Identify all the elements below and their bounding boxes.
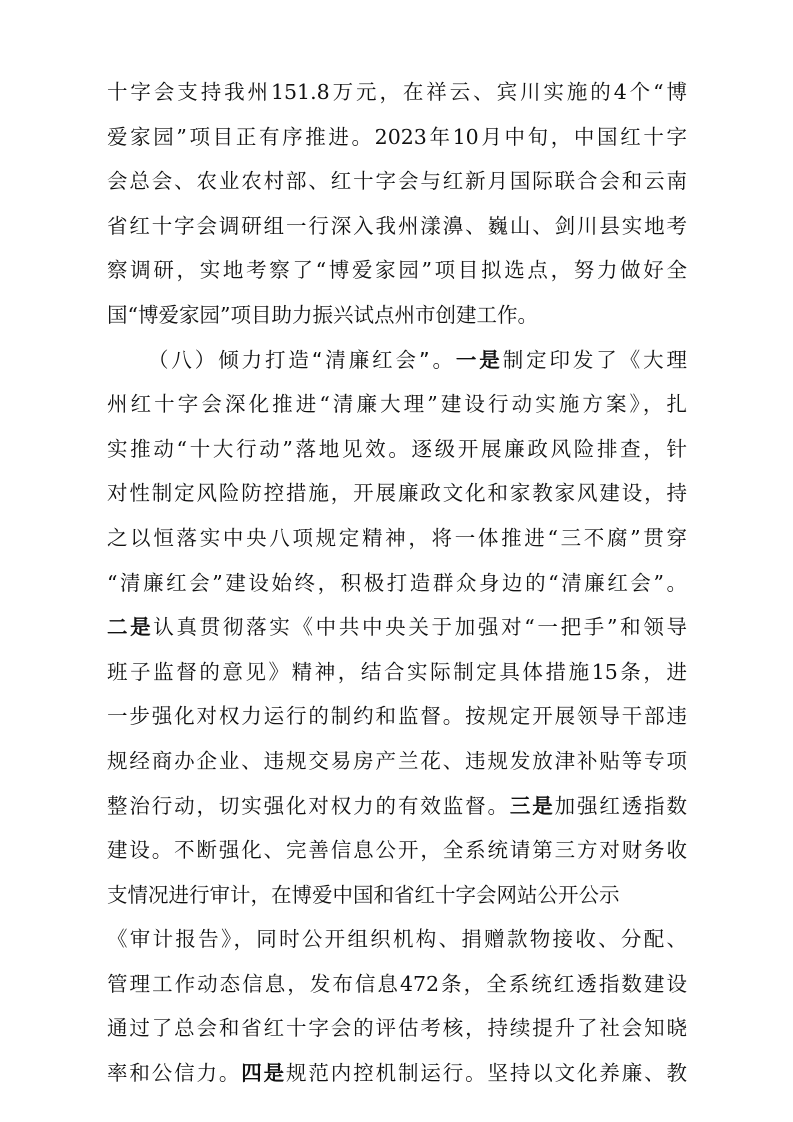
text-span: 加强红透指数 [554,793,688,818]
text-line: 察调研，实地考察了“博爱家园”项目拟选点，努力做好全 [107,258,687,283]
section-heading: （八）倾力打造“清廉红会”。 [148,347,456,372]
text-line: 实推动“十大行动”落地见效。逐级开展廉政风险排查，针 [107,436,687,461]
text-line: 支情况进行审计，在博爱中国和省红十字会网站公开公示 [107,882,620,907]
text-line: 十字会支持我州151.8万元，在祥云、宾川实施的4个“博 [107,80,687,104]
bold-marker: 二是 [107,615,154,640]
text-line: 对性制定风险防控措施，开展廉政文化和家教家风建设，持 [107,481,687,506]
paragraph-qing-lian-hong-hui [107,338,687,1096]
text-line [107,1051,687,1096]
paragraph-bo-ai-jia-yuan [107,70,687,338]
text-line: 规经商办企业、违规交易房产兰花、违规发放津补贴等专项 [107,748,687,773]
text-line: 班子监督的意见》精神，结合实际制定具体措施15条，进 [107,659,687,684]
bold-marker: 三是 [509,793,555,818]
text-line: 一步强化对权力运行的制约和监督。按规定开展领导干部违 [107,704,687,729]
text-line [107,605,687,650]
bold-marker: 一是 [455,347,503,372]
document-page [107,70,687,1096]
text-line: 管理工作动态信息，发布信息472条，全系统红透指数建设 [107,971,687,996]
text-span: 率和公信力。 [107,1061,242,1086]
text-line [107,784,687,829]
text-span: 规范内控机制运行。坚持以文化养廉、教 [286,1061,688,1086]
text-span: 制定印发了《大理 [502,347,688,372]
text-line: 《审计报告》，同时公开组织机构、捐赠款物接收、分配、 [107,927,687,952]
bold-marker: 四是 [241,1061,287,1086]
text-span: 认真贯彻落实《中共中央关于加强对“一把手”和领导 [153,615,688,640]
text-line: “清廉红会”建设始终，积极打造群众身边的“清廉红会”。 [107,570,687,595]
text-line: 国“博爱家园”项目助力振兴试点州市创建工作。 [107,302,538,327]
text-line: 州红十字会深化推进“清廉大理”建设行动实施方案》，扎 [107,392,687,417]
text-line: 之以恒落实中央八项规定精神，将一体推进“三不腐”贯穿 [107,525,687,550]
text-line: 通过了总会和省红十字会的评估考核，持续提升了社会知晓 [107,1016,687,1041]
text-line: 省红十字会调研组一行深入我州漾濞、巍山、剑川县实地考 [107,213,687,238]
text-span: 整治行动，切实强化对权力的有效监督。 [107,793,510,818]
text-line: 建设。不断强化、完善信息公开，全系统请第三方对财务收 [107,838,687,863]
text-line [107,338,687,383]
text-line: 爱家园”项目正有序推进。2023年10月中旬，中国红十字 [107,124,687,149]
text-line: 会总会、农业农村部、红十字会与红新月国际联合会和云南 [107,169,687,194]
